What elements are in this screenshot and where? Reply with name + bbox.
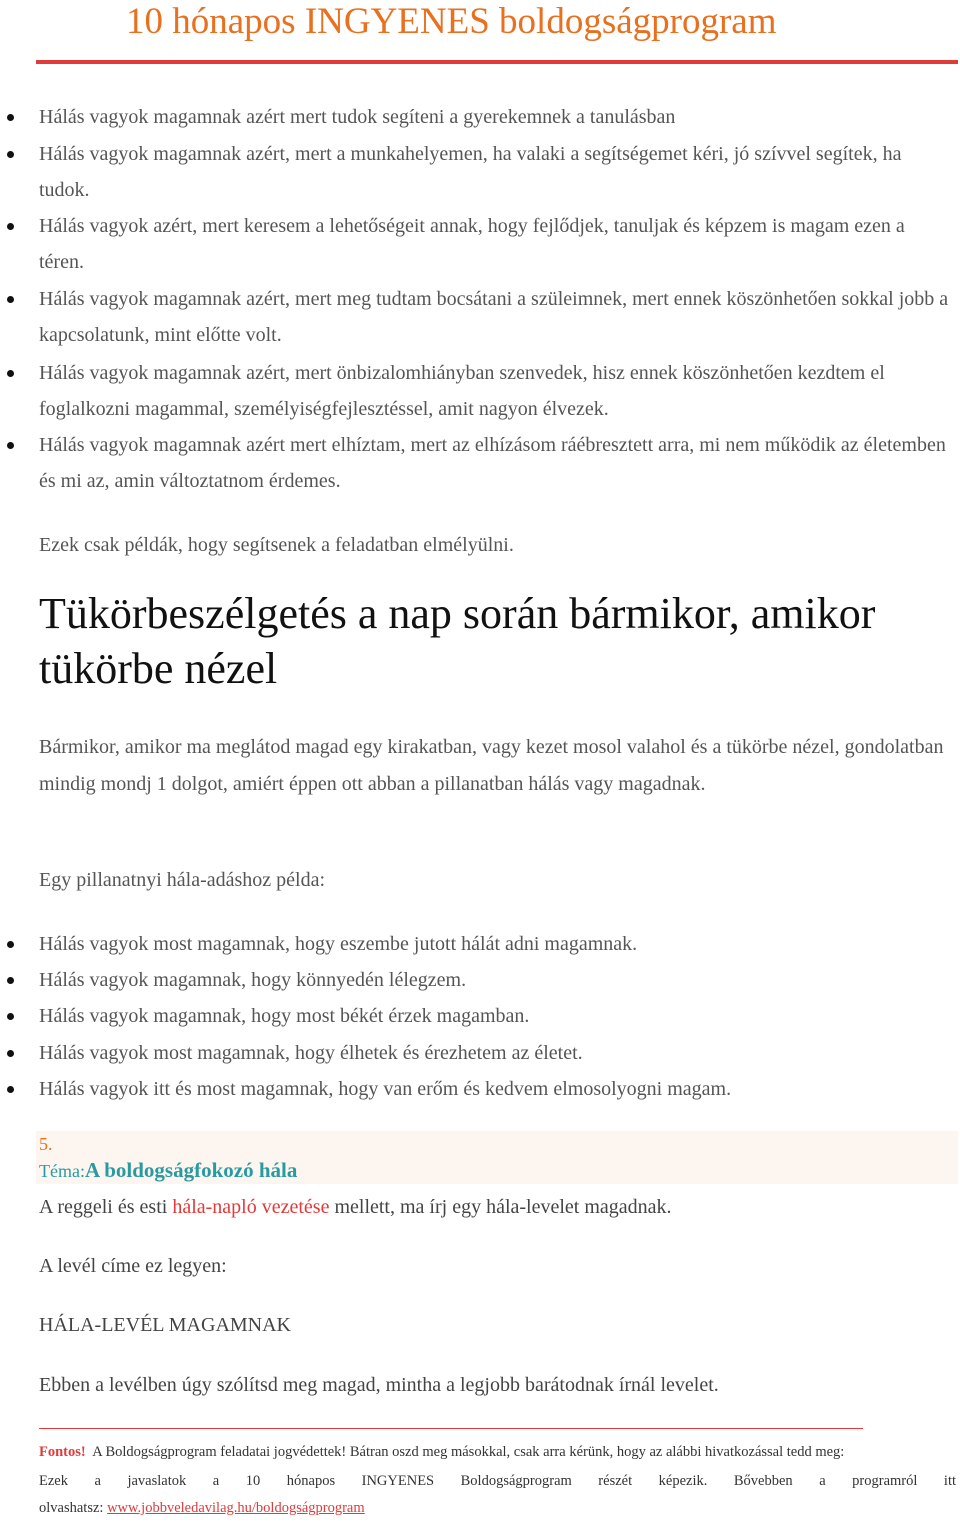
list-item: Hálás vagyok itt és most magamnak, hogy van erőm és kedvem elmosolyogni magam. (39, 1071, 954, 1107)
instruction-before: A reggeli és esti (39, 1196, 173, 1218)
section-body: Bármikor, amikor ma meglátod magad egy kirakatban, vagy kezet mosol valahol és a tükörbe nézel, gondolatban mindig mondj 1 dolgot, amiért éppen ott abban a pillanatban hálás vagy magadnak. (39, 736, 944, 795)
list-item: Hálás vagyok magamnak, hogy könnyedén lélegzem. (39, 962, 954, 998)
program-link[interactable]: www.jobbveledavilag.hu/boldogságprogram (107, 1500, 365, 1516)
footer-read-more: olvashatsz: (39, 1500, 108, 1516)
letter-title-intro: A levél címe ez legyen: (39, 1255, 227, 1277)
topic-title: A boldogságfokozó hála (84, 1158, 298, 1182)
list-item: Hálás vagyok magamnak azért mert tudok segíteni a gyerekemnek a tanulásban (39, 99, 954, 135)
list-item: Hálás vagyok azért, mert keresem a lehetőségeit annak, hogy fejlődjek, tanuljak és képzem is magam ezen a téren. (39, 208, 954, 280)
footer-line3 (39, 1498, 956, 1518)
footer-line2: Ezek a javaslatok a 10 hónapos INGYENES Boldogságprogram részét képezik. Bővebben a programról itt (39, 1473, 956, 1489)
list-item: Hálás vagyok most magamnak, hogy eszembe jutott hálát adni magamnak. (39, 926, 954, 962)
topic-label: Téma: (39, 1161, 85, 1181)
list-item: Hálás vagyok magamnak azért mert elhíztam, mert az elhízásom ráébresztett arra, mi nem működik az életemben és mi az, amin változtatnom érdemes. (39, 427, 954, 499)
letter-title: HÁLA-LEVÉL MAGAMNAK (39, 1314, 292, 1336)
section-heading: Tükörbeszélgetés a nap során bármikor, amikor tükörbe nézel (39, 589, 876, 693)
topic-heading (39, 1158, 297, 1183)
instruction-after: mellett, ma írj egy hála-levelet magadnak. (329, 1196, 672, 1218)
list-item: Hálás vagyok most magamnak, hogy élhetek és érezhetem az életet. (39, 1035, 954, 1071)
copyright-text: A Boldogságprogram feladatai jogvédettek! Bátran oszd meg másokkal, csak arra kérünk, hogy az alábbi hivatkozással tedd meg: (92, 1444, 845, 1460)
important-label: Fontos! (39, 1444, 86, 1460)
example-intro: Egy pillanatnyi hála-adáshoz példa: (39, 869, 326, 891)
page-title: 10 hónapos INGYENES boldogságprogram (126, 1, 777, 42)
header-divider (36, 60, 958, 64)
letter-instruction: Ebben a levélben úgy szólítsd meg magad, mintha a legjobb barátodnak írnál levelet. (39, 1374, 719, 1396)
instruction-highlight: hála-napló vezetése (172, 1196, 330, 1218)
list-item: Hálás vagyok magamnak azért, mert önbizalomhiányban szenvedek, hisz ennek köszönhetően kezdtem el foglalkozni magammal, személyiségfejlesztéssel, amit nagyon élvezek. (39, 355, 954, 427)
footer-divider (39, 1428, 863, 1429)
list-item: Hálás vagyok magamnak azért, mert a munkahelyemen, ha valaki a segítségemet kéri, jó szívvel segítek, ha tudok. (39, 136, 954, 208)
list-item: Hálás vagyok magamnak, hogy most békét érzek magamban. (39, 998, 954, 1034)
topic-number: 5. (39, 1134, 53, 1154)
footer-copyright (39, 1442, 956, 1462)
list-item: Hálás vagyok magamnak azért, mert meg tudtam bocsátani a szüleimnek, mert ennek köszönhetően sokkal jobb a kapcsolatunk, mint előtte volt. (39, 281, 954, 353)
examples-note: Ezek csak példák, hogy segítsenek a feladatban elmélyülni. (39, 534, 514, 556)
instruction (39, 1189, 954, 1226)
